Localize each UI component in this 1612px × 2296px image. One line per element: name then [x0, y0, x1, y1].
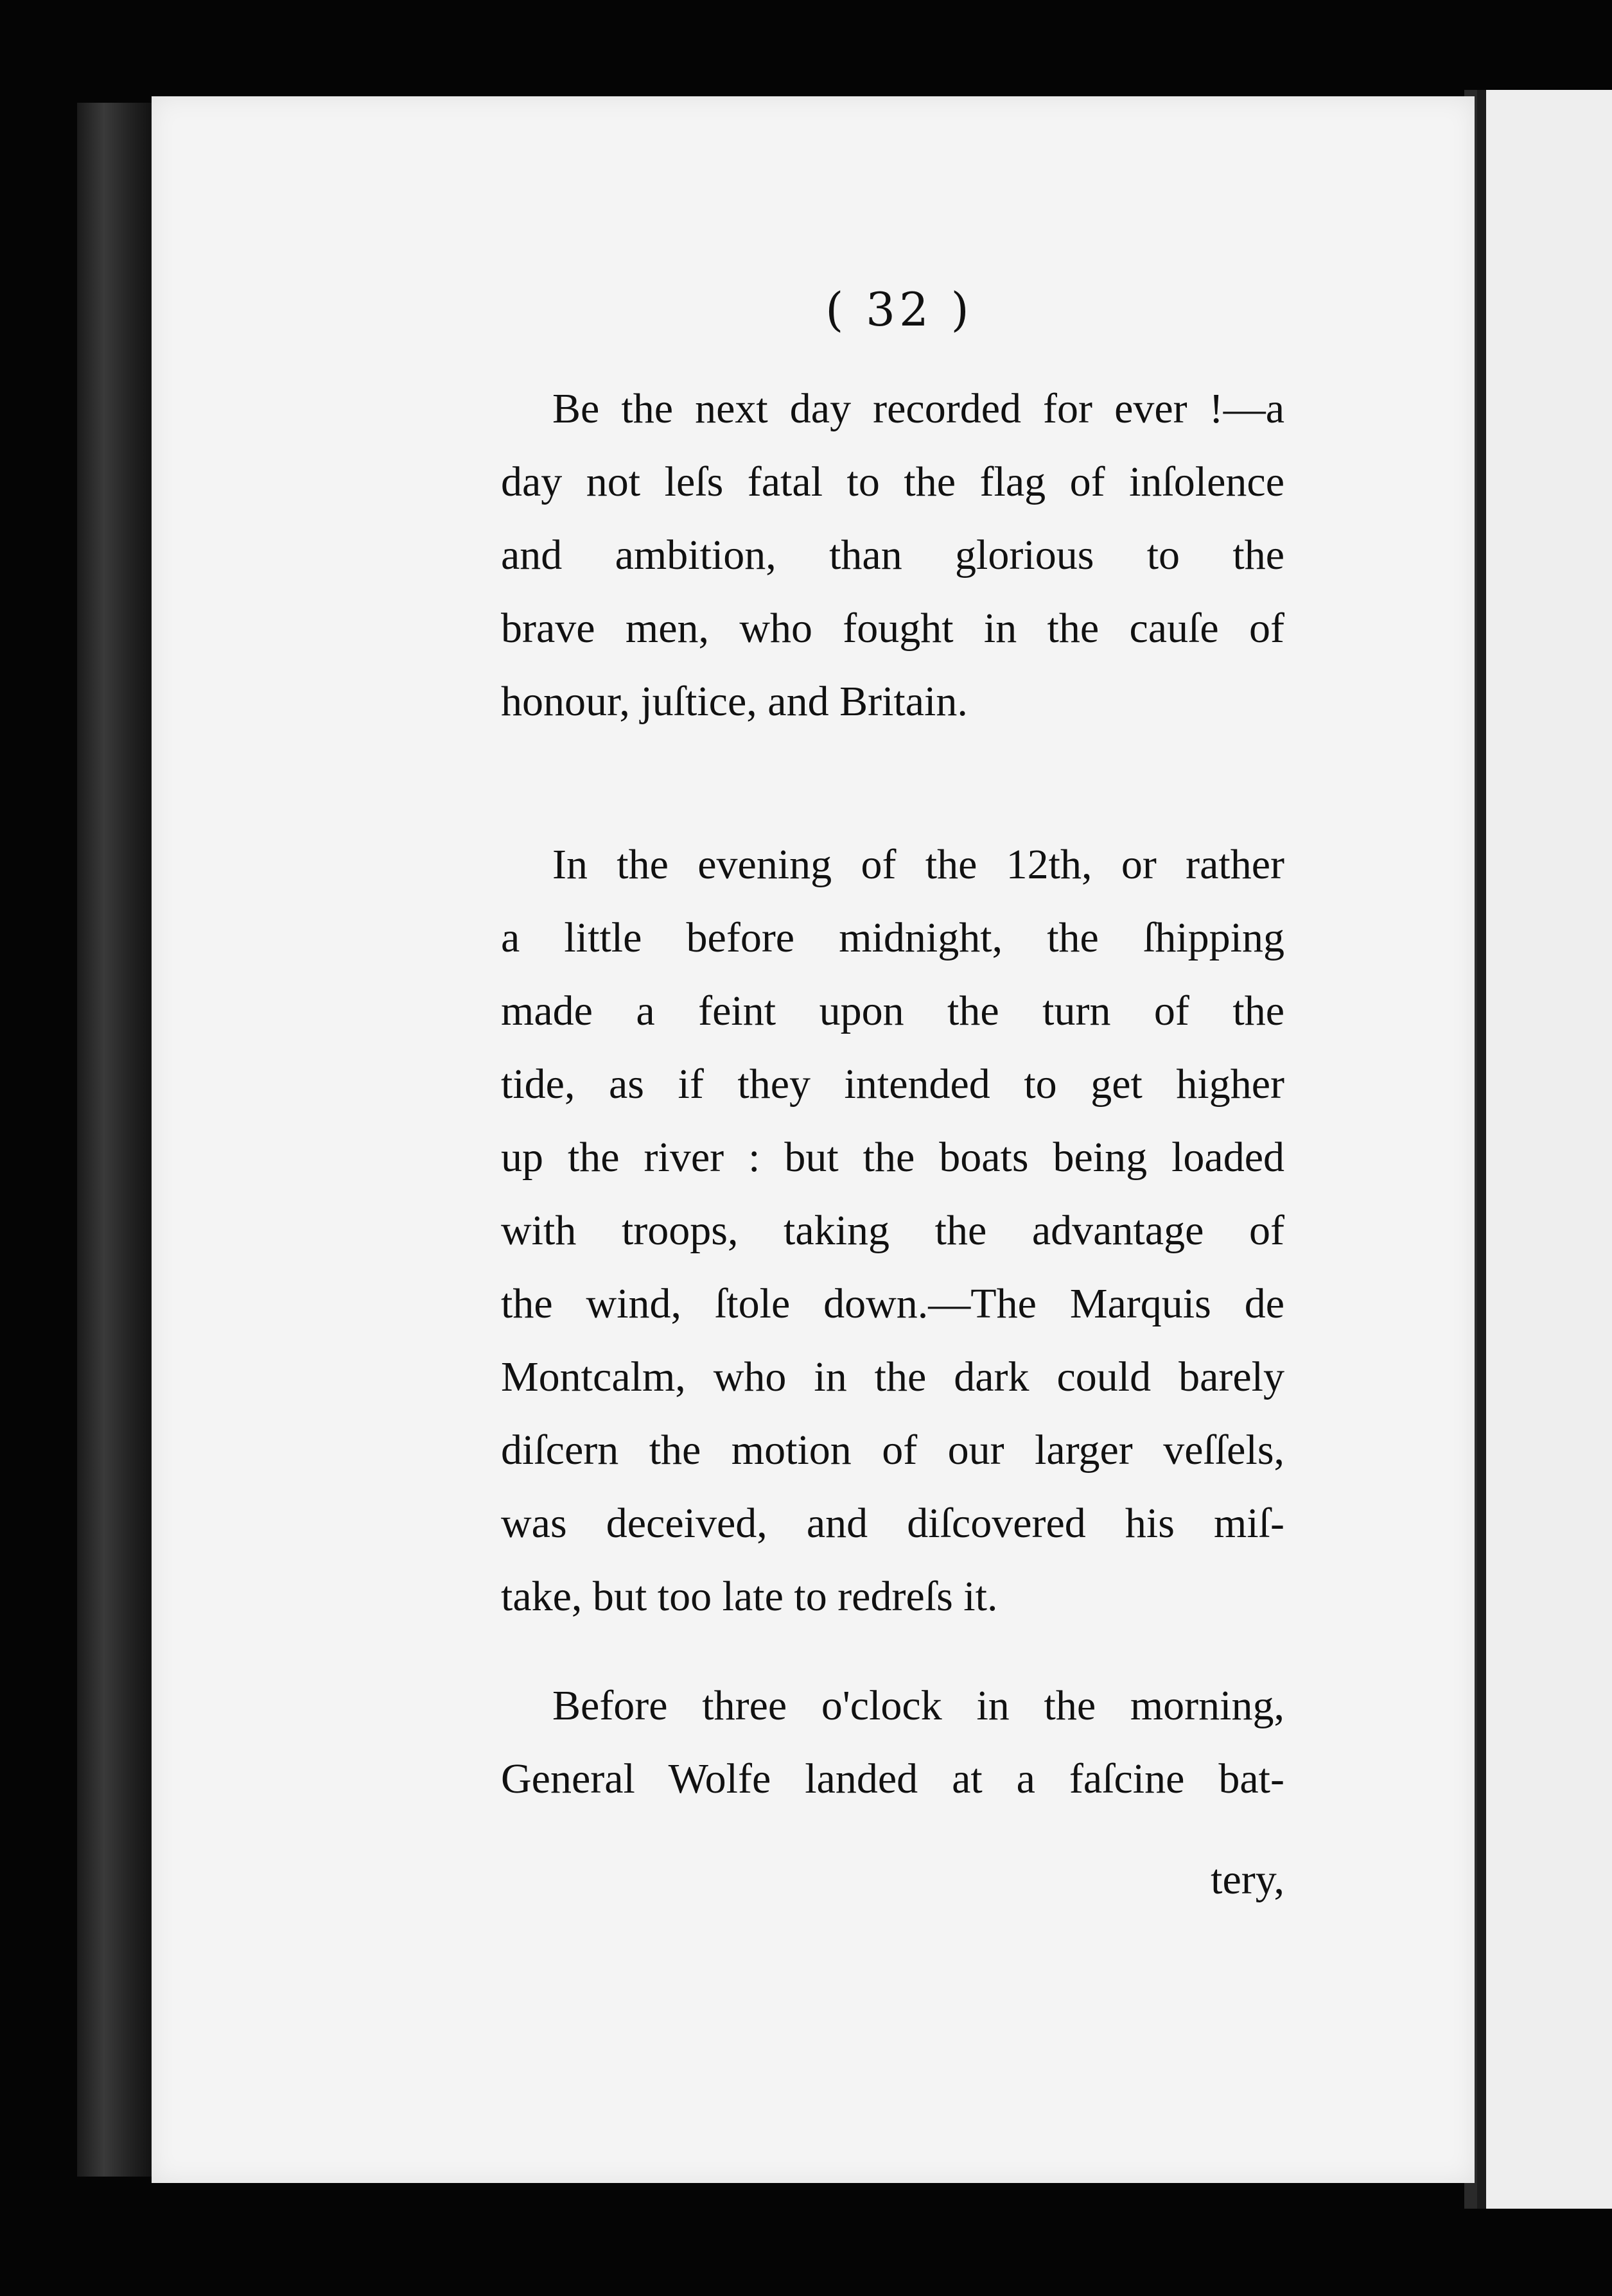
text-line: made a feint upon the turn of the	[501, 987, 1284, 1034]
text-line: a little before midnight, the ſhipping	[501, 914, 1284, 961]
paragraph	[501, 828, 1284, 1633]
text-line: honour, juſtice, and Britain.	[501, 678, 968, 725]
text-line: with troops, taking the advantage of	[501, 1207, 1284, 1254]
adjacent-page-edge	[1477, 90, 1612, 2209]
text-line: day not leſs fatal to the flag of inſolence	[501, 458, 1284, 505]
text-line: was deceived, and diſcovered his miſ-	[501, 1500, 1284, 1547]
text-line: up the river : but the boats being loaded	[501, 1134, 1284, 1181]
text-line: Be the next day recorded for ever !—a	[552, 385, 1284, 432]
book-spine	[77, 103, 154, 2177]
text-line: tide, as if they intended to get higher	[501, 1061, 1284, 1108]
text-line: In the evening of the 12th, or rather	[552, 841, 1284, 888]
page-number: ( 32 )	[825, 283, 973, 336]
text-line: the wind, ſtole down.—The Marquis de	[501, 1280, 1284, 1327]
catchword: tery,	[1211, 1856, 1284, 1903]
text-line: brave men, who fought in the cauſe of	[501, 605, 1284, 652]
text-line: General Wolfe landed at a faſcine bat-	[501, 1755, 1284, 1802]
paragraph	[501, 1669, 1284, 1816]
paragraph	[501, 372, 1284, 738]
text-line: diſcern the motion of our larger veſſels,	[501, 1427, 1284, 1474]
text-line: and ambition, than glorious to the	[501, 532, 1284, 578]
text-line: Before three o'clock in the morning,	[552, 1682, 1284, 1729]
text-line: Montcalm, who in the dark could barely	[501, 1353, 1284, 1400]
text-line: take, but too late to redreſs it.	[501, 1573, 998, 1620]
